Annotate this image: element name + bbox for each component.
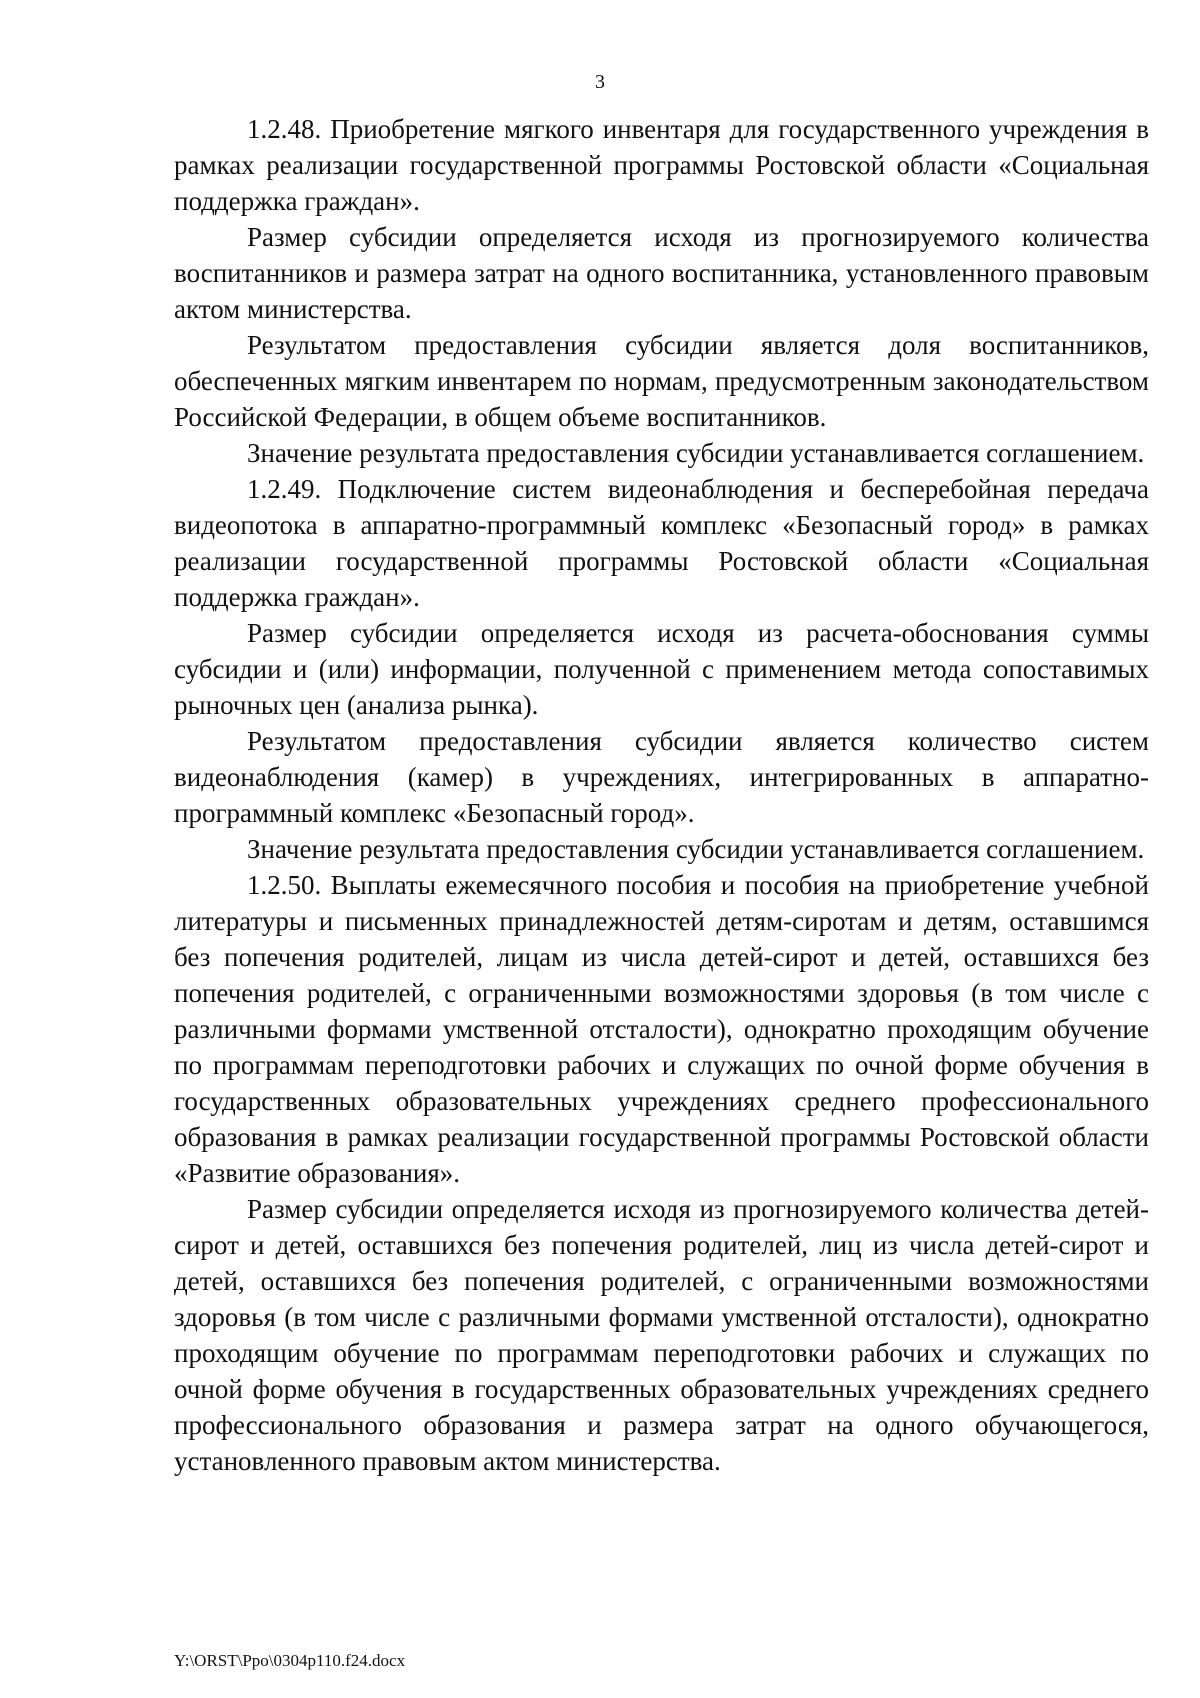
paragraph-subsidy-size: Размер субсидии определяется исходя из расчета-обоснования суммы субсидии и (или) информации, полученной с применением метода сопоставимых рыночных цен (анализа рынка). bbox=[174, 618, 1149, 720]
paragraph-result-value: Значение результата предоставления субсидии устанавливается соглашением. bbox=[247, 438, 1145, 468]
paragraph-subsidy-size: Размер субсидии определяется исходя из прогнозируемого количества воспитанников и размера затрат на одного воспитанника, установленного правовым актом министерства. bbox=[174, 222, 1149, 324]
paragraph-result-value: Значение результата предоставления субсидии устанавливается соглашением. bbox=[247, 834, 1145, 864]
paragraph-1-2-49: 1.2.49. Подключение систем видеонаблюдения и бесперебойная передача видеопотока в аппаратно-программный комплекс «Безопасный город» в рамках реализации государственной программы Ростовской области «Социальная поддержка граждан». bbox=[174, 474, 1149, 612]
document-body bbox=[174, 111, 1149, 1479]
page-number: 3 bbox=[595, 71, 605, 93]
paragraph-1-2-50: 1.2.50. Выплаты ежемесячного пособия и пособия на приобретение учебной литературы и письменных принадлежностей детям-сиротам и детям, оставшимся без попечения родителей, лицам из числа детей-сирот и детей, оставшихся без попечения родителей, с ограниченными возможностями здоровья (в том числе с различными формами умственной отсталости), однократно проходящим обучение по программам переподготовки рабочих и служащих по очной форме обучения в государственных образовательных учреждениях среднего профессионального образования в рамках реализации государственной программы Ростовской области «Развитие образования». bbox=[174, 870, 1149, 1188]
paragraph-subsidy-result: Результатом предоставления субсидии является количество систем видеонаблюдения (камер) в учреждениях, интегрированных в аппаратно-программный комплекс «Безопасный город». bbox=[174, 726, 1149, 828]
paragraph-subsidy-result: Результатом предоставления субсидии является доля воспитанников, обеспеченных мягким инвентарем по нормам, предусмотренным законодательством Российской Федерации, в общем объеме воспитанников. bbox=[174, 330, 1149, 432]
paragraph-subsidy-size: Размер субсидии определяется исходя из прогнозируемого количества детей-сирот и детей, оставшихся без попечения родителей, лиц из числа детей-сирот и детей, оставшихся без попечения родителей, с ограниченными возможностями здоровья (в том числе с различными формами умственной отсталости), однократно проходящим обучение по программам переподготовки рабочих и служащих по очной форме обучения в государственных образовательных учреждениях среднего профессионального образования и размера затрат на одного обучающегося, установленного правовым актом министерства. bbox=[174, 1194, 1149, 1476]
paragraph-1-2-48: 1.2.48. Приобретение мягкого инвентаря для государственного учреждения в рамках реализации государственной программы Ростовской области «Социальная поддержка граждан». bbox=[174, 114, 1149, 216]
footer-file-path: Y:\ORST\Ppo\0304p110.f24.docx bbox=[174, 1651, 406, 1670]
